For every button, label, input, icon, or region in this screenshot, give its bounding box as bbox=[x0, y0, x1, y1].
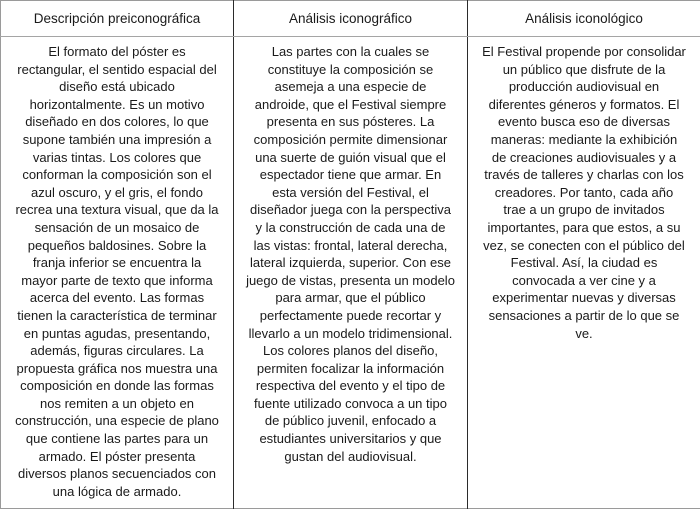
cell-text-descripcion-preiconografica: El formato del póster es rectangular, el sentido espacial del diseño está ubicado horizontalmente. Es un motivo diseñado en dos colores, lo que supone también una impresión a varias tintas. Los colores que conforman la composición son el azul oscuro, y el gris, el fondo recrea una textura visual, que da la sensación de un mosaico de pequeños baldosines. Sobre la franja inferior se encuentra la mayor parte de texto que informa acerca del evento. Las formas tienen la característica de terminar en puntas agudas, presentando, además, figuras circulares. La propuesta gráfica nos muestra una composición en donde las formas nos remiten a un objeto en construcción, una especie de plano que contiene las partes para un armado. El póster presenta diversos planos secuenciados con una lógica de armado. bbox=[13, 43, 221, 500]
column-header-analisis-iconologico: Análisis iconológico bbox=[468, 1, 700, 37]
cell-analisis-iconografico bbox=[234, 37, 468, 509]
cell-descripcion-preiconografica bbox=[1, 37, 234, 509]
table-header-row bbox=[1, 1, 700, 37]
column-header-analisis-iconografico: Análisis iconográfico bbox=[234, 1, 468, 37]
column-header-descripcion-preiconografica: Descripción preiconográfica bbox=[1, 1, 234, 37]
cell-text-analisis-iconografico: Las partes con la cuales se constituye la composición se asemeja a una especie de androide, que el Festival siempre presenta en sus pósteres. La composición permite dimensionar una suerte de guión visual que el espectador tiene que armar. En esta versión del Festival, el diseñador juega con la perspectiva y la construcción de cada una de las vistas: frontal, lateral derecha, lateral izquierda, superior. Con ese juego de vistas, presenta un modelo para armar, que el público perfectamente puede recortar y llevarlo a un modelo tridimensional. Los colores planos del diseño, permiten focalizar la información respectiva del evento y el tipo de fuente utilizado convoca a un tipo de público juvenil, enfocado a estudiantes universitarios y que gustan del audiovisual. bbox=[246, 43, 455, 465]
cell-text-analisis-iconologico: El Festival propende por consolidar un público que disfrute de la producción audiovisual en diferentes géneros y formatos. El evento busca eso de diversas maneras: mediante la exhibición de creaciones audiovisuales y a través de talleres y charlas con los creadores. Por tanto, cada año trae a un grupo de invitados importantes, para que estos, a su vez, se conecten con el público del Festival. Así, la ciudad es convocada a ver cine y a experimentar nuevas y diversas sensaciones a partir de lo que se ve. bbox=[482, 43, 686, 342]
table-header-row-group bbox=[1, 1, 700, 37]
table-row bbox=[1, 37, 700, 509]
cell-analisis-iconologico bbox=[468, 37, 700, 509]
table-body bbox=[1, 37, 700, 509]
